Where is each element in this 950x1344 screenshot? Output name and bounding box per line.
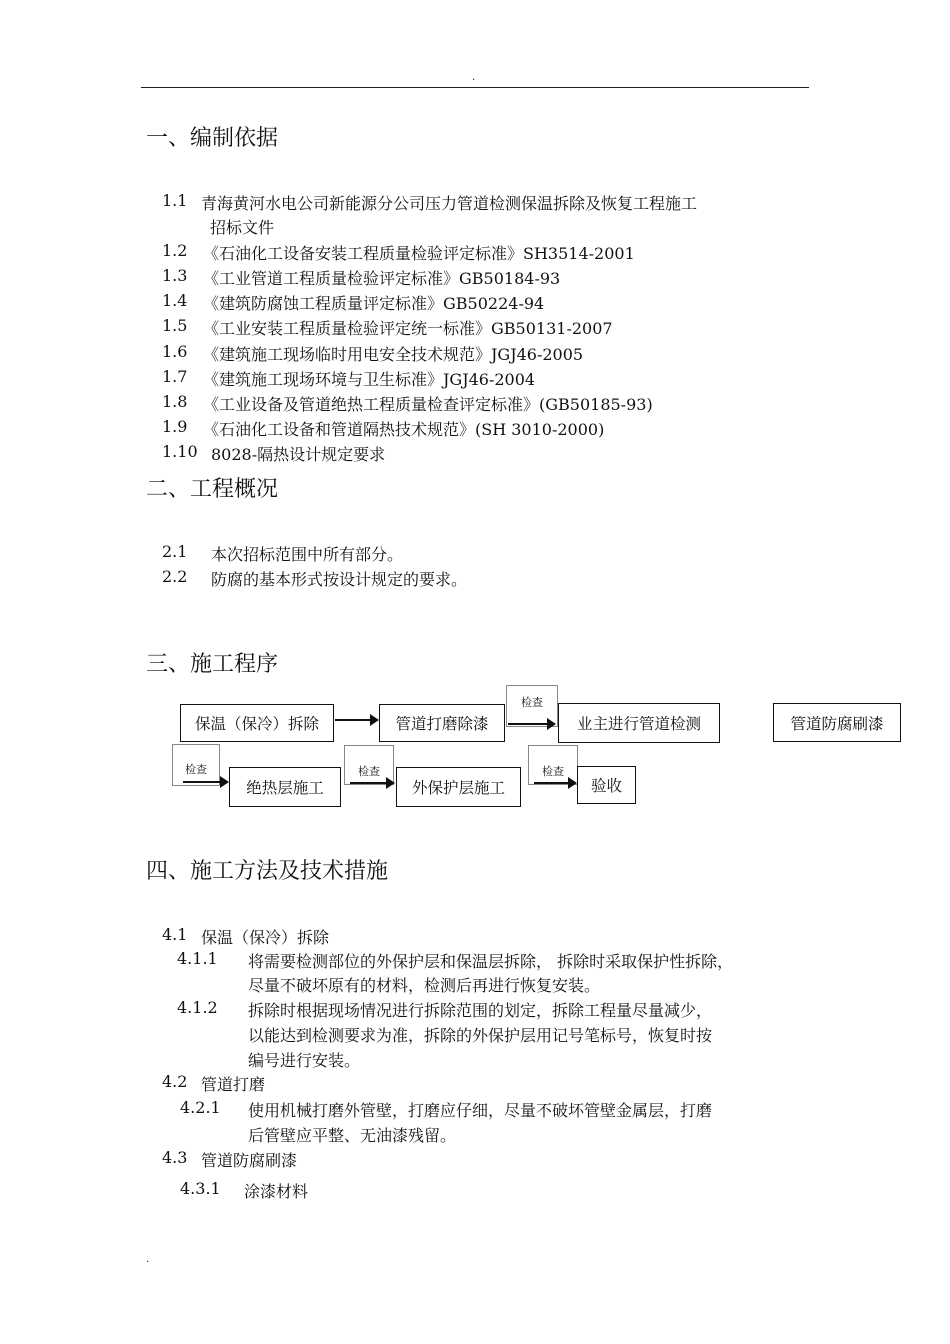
s43-num: 4.3 <box>162 1148 188 1167</box>
ref-text: 《工业安装工程质量检验评定统一标准》GB50131-2007 <box>203 319 613 338</box>
s431-text: 涂漆材料 <box>244 1182 309 1201</box>
section2-title: 二、工程概况 <box>146 477 279 502</box>
flow-check-label: 检查 <box>172 744 220 786</box>
s412-line: 以能达到检测要求为准，拆除的外保护层用记号笔标号，恢复时按 <box>248 1026 713 1045</box>
section4-title: 四、施工方法及技术措施 <box>146 859 389 884</box>
ref-text: 《石油化工设备安装工程质量检验评定标准》SH3514-2001 <box>203 244 635 263</box>
flow-step-insulation-removal: 保温（保冷）拆除 <box>180 704 334 742</box>
flow-step-anticorrosion-painting: 管道防腐刷漆 <box>773 703 901 742</box>
header-dot: . <box>472 72 476 83</box>
s41-num: 4.1 <box>162 925 188 944</box>
s431-num: 4.3.1 <box>180 1179 221 1198</box>
s43-text: 管道防腐刷漆 <box>201 1151 298 1170</box>
ref-text: 《建筑施工现场环境与卫生标准》JGJ46-2004 <box>203 370 536 389</box>
ref-num: 1.5 <box>162 316 188 335</box>
ref-num: 1.2 <box>162 241 188 260</box>
ref-num: 1.10 <box>162 442 198 461</box>
s421-line: 后管壁应平整、无油漆残留。 <box>248 1126 457 1145</box>
ref-text: 《石油化工设备和管道隔热技术规范》(SH 3010-2000) <box>203 420 605 439</box>
ref-text: 《建筑施工现场临时用电安全技术规范》JGJ46-2005 <box>203 345 584 364</box>
flow-arrow <box>534 782 569 784</box>
s412-num: 4.1.2 <box>177 998 218 1017</box>
flow-check-label: 检查 <box>528 745 578 785</box>
ref-num: 1.8 <box>162 392 188 411</box>
s421-num: 4.2.1 <box>180 1098 221 1117</box>
s412-line: 拆除时根据现场情况进行拆除范围的划定，拆除工程量尽量减少， <box>248 1001 713 1020</box>
ref-text: 《工业管道工程质量检验评定标准》GB50184-93 <box>203 269 561 288</box>
flow-check-label: 检查 <box>506 685 558 727</box>
ref-text: 《工业设备及管道绝热工程质量检查评定标准》(GB50185-93) <box>203 395 653 414</box>
ref-num: 1.1 <box>162 191 188 210</box>
overview-text: 防腐的基本形式按设计规定的要求。 <box>211 570 468 589</box>
s421-line: 使用机械打磨外管壁，打磨应仔细，尽量不破坏管壁金属层，打磨 <box>248 1101 713 1120</box>
overview-text: 本次招标范围中所有部分。 <box>211 545 404 564</box>
overview-num: 2.1 <box>162 542 188 561</box>
section3-title: 三、施工程序 <box>146 652 279 677</box>
overview-num: 2.2 <box>162 567 188 586</box>
flow-arrow <box>350 782 387 784</box>
s42-text: 管道打磨 <box>201 1075 266 1094</box>
flow-arrow <box>508 723 548 725</box>
ref-num: 1.6 <box>162 342 188 361</box>
ref-num: 1.4 <box>162 291 188 310</box>
s42-num: 4.2 <box>162 1072 188 1091</box>
ref-num: 1.3 <box>162 266 188 285</box>
flow-step-outer-protection: 外保护层施工 <box>396 767 521 807</box>
ref-text: 青海黄河水电公司新能源分公司压力管道检测保温拆除及恢复工程施工 <box>201 194 698 213</box>
flow-step-acceptance: 验收 <box>577 766 636 804</box>
flow-arrow <box>335 719 371 721</box>
ref-text: 8028-隔热设计规定要求 <box>211 445 386 464</box>
flow-arrow <box>183 781 221 783</box>
s411-line: 将需要检测部位的外保护层和保温层拆除， 拆除时采取保护性拆除， <box>248 952 734 971</box>
section1-title: 一、编制依据 <box>146 126 279 151</box>
flow-step-insulation-layer: 绝热层施工 <box>229 767 341 807</box>
s412-line: 编号进行安装。 <box>248 1051 361 1070</box>
flow-step-owner-inspection: 业主进行管道检测 <box>558 703 720 743</box>
s411-line: 尽量不破坏原有的材料，检测后再进行恢复安装。 <box>248 976 601 995</box>
ref-text-cont: 招标文件 <box>210 218 275 237</box>
header-rule <box>141 87 809 88</box>
s411-num: 4.1.1 <box>177 949 218 968</box>
footer-dot: . <box>146 1254 150 1265</box>
flow-step-pipe-grinding: 管道打磨除漆 <box>379 704 505 742</box>
s41-text: 保温（保冷）拆除 <box>201 928 330 947</box>
flow-check-label: 检查 <box>344 745 394 785</box>
ref-num: 1.7 <box>162 367 188 386</box>
ref-text: 《建筑防腐蚀工程质量评定标准》GB50224-94 <box>203 294 545 313</box>
ref-num: 1.9 <box>162 417 188 436</box>
